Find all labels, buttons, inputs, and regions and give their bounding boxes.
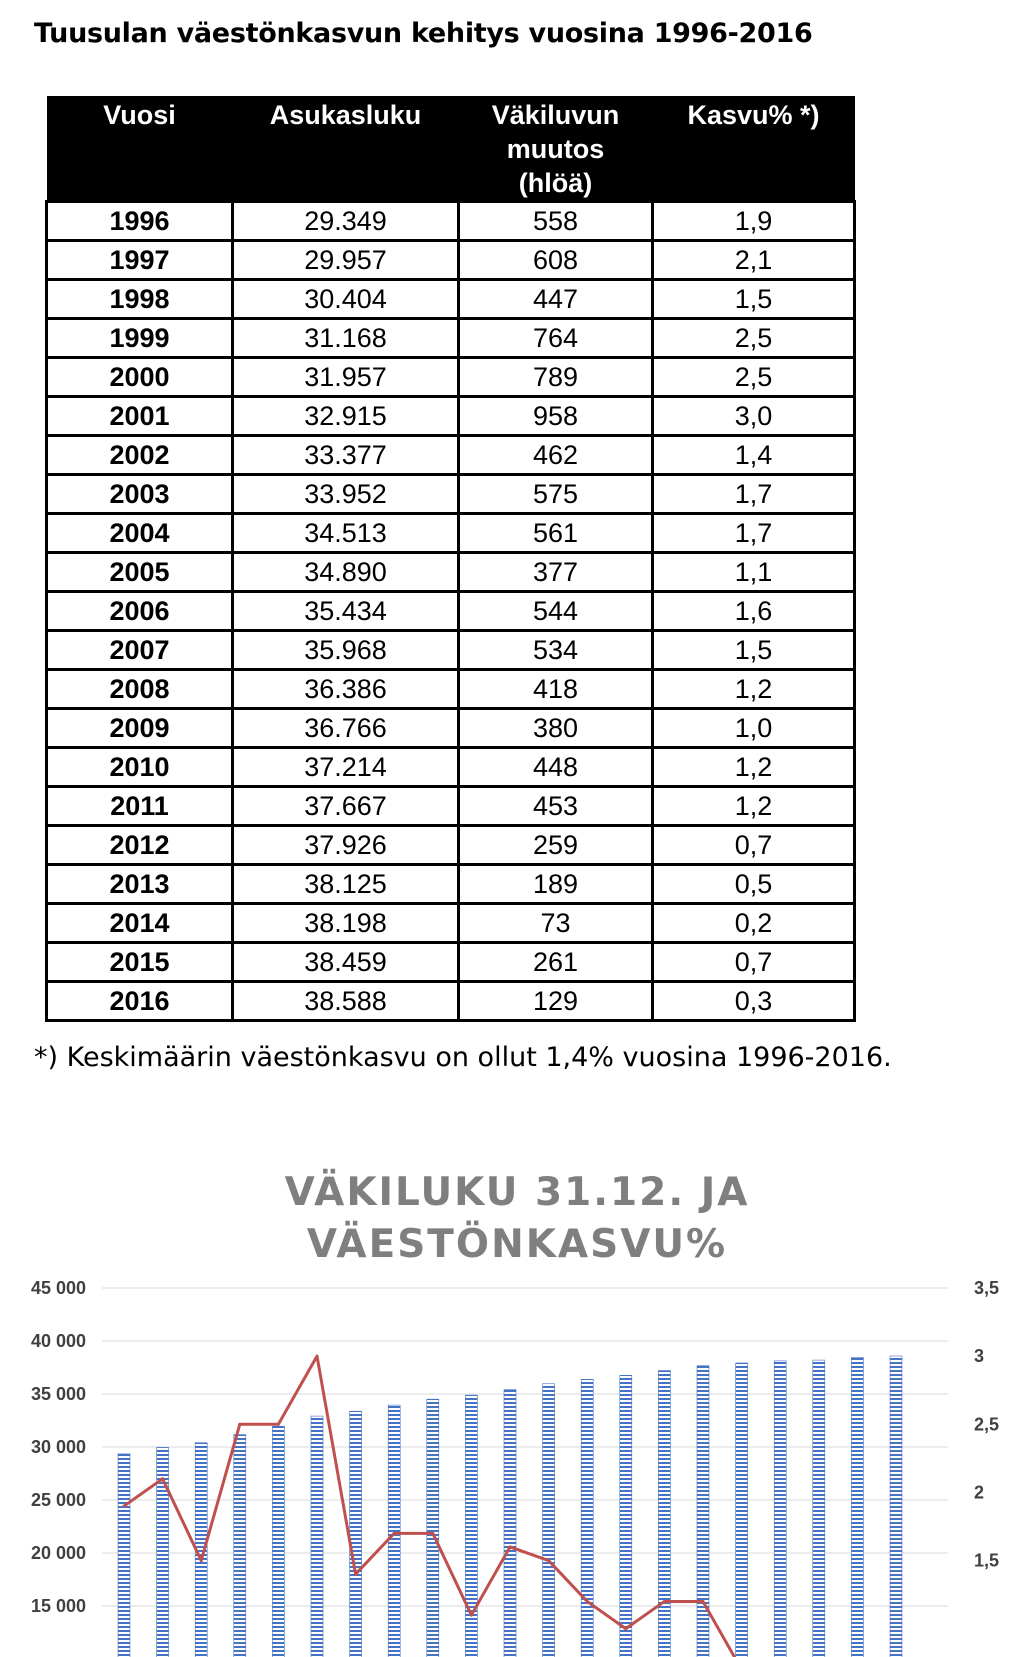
population-bar bbox=[890, 1356, 902, 1657]
population-bar bbox=[658, 1371, 670, 1657]
cell-growth: 1,4 bbox=[653, 436, 855, 475]
cell-year: 1996 bbox=[47, 202, 233, 241]
header-text: (hlöä) bbox=[518, 168, 593, 198]
cell-population: 29.349 bbox=[233, 202, 459, 241]
population-bar bbox=[736, 1363, 748, 1657]
cell-year: 2016 bbox=[47, 982, 233, 1021]
cell-change: 259 bbox=[459, 826, 653, 865]
cell-population: 37.926 bbox=[233, 826, 459, 865]
cell-year: 2006 bbox=[47, 592, 233, 631]
cell-population: 30.404 bbox=[233, 280, 459, 319]
table-row bbox=[47, 943, 855, 982]
cell-change: 534 bbox=[459, 631, 653, 670]
cell-year: 2003 bbox=[47, 475, 233, 514]
cell-population: 33.952 bbox=[233, 475, 459, 514]
table-body bbox=[47, 202, 855, 1021]
population-bars bbox=[118, 1356, 902, 1657]
table-row bbox=[47, 709, 855, 748]
left-tick-label: 35 000 bbox=[30, 1384, 86, 1404]
cell-growth: 1,0 bbox=[653, 709, 855, 748]
left-tick-label: 15 000 bbox=[30, 1596, 86, 1616]
cell-change: 380 bbox=[459, 709, 653, 748]
table-row bbox=[47, 241, 855, 280]
population-chart bbox=[0, 1270, 1024, 1657]
population-bar bbox=[350, 1411, 362, 1657]
cell-year: 2008 bbox=[47, 670, 233, 709]
growth-point bbox=[509, 1545, 512, 1548]
cell-population: 35.968 bbox=[233, 631, 459, 670]
cell-change: 377 bbox=[459, 553, 653, 592]
growth-point bbox=[702, 1600, 705, 1603]
table-row bbox=[47, 748, 855, 787]
header-text: Asukasluku bbox=[269, 100, 422, 130]
cell-growth: 1,2 bbox=[653, 787, 855, 826]
cell-growth: 1,5 bbox=[653, 280, 855, 319]
table-row bbox=[47, 475, 855, 514]
cell-population: 35.434 bbox=[233, 592, 459, 631]
table-row bbox=[47, 202, 855, 241]
cell-change: 448 bbox=[459, 748, 653, 787]
header-population bbox=[233, 96, 459, 202]
table-row bbox=[47, 319, 855, 358]
cell-growth: 1,2 bbox=[653, 748, 855, 787]
cell-growth: 1,7 bbox=[653, 475, 855, 514]
cell-growth: 1,1 bbox=[653, 553, 855, 592]
cell-change: 558 bbox=[459, 202, 653, 241]
header-text: muutos bbox=[506, 134, 605, 164]
table-row bbox=[47, 397, 855, 436]
header-year bbox=[47, 96, 233, 202]
cell-year: 2013 bbox=[47, 865, 233, 904]
growth-point bbox=[161, 1477, 164, 1480]
right-tick-label: 2 bbox=[974, 1482, 985, 1503]
cell-year: 2001 bbox=[47, 397, 233, 436]
cell-change: 418 bbox=[459, 670, 653, 709]
cell-year: 2005 bbox=[47, 553, 233, 592]
cell-change: 958 bbox=[459, 397, 653, 436]
cell-population: 29.957 bbox=[233, 241, 459, 280]
population-bar bbox=[465, 1395, 477, 1657]
cell-change: 453 bbox=[459, 787, 653, 826]
growth-point bbox=[200, 1559, 203, 1562]
cell-growth: 0,2 bbox=[653, 904, 855, 943]
table-row bbox=[47, 553, 855, 592]
cell-population: 34.513 bbox=[233, 514, 459, 553]
table-row bbox=[47, 631, 855, 670]
growth-point bbox=[123, 1505, 126, 1508]
growth-point bbox=[316, 1355, 319, 1358]
cell-growth: 1,5 bbox=[653, 631, 855, 670]
cell-year: 1998 bbox=[47, 280, 233, 319]
chart-title-line-1: VÄKILUKU 31.12. JA bbox=[284, 1170, 750, 1215]
cell-population: 34.890 bbox=[233, 553, 459, 592]
population-bar bbox=[118, 1454, 130, 1657]
table-row bbox=[47, 514, 855, 553]
cell-change: 189 bbox=[459, 865, 653, 904]
cell-year: 2010 bbox=[47, 748, 233, 787]
population-bar bbox=[774, 1361, 786, 1657]
population-bar bbox=[234, 1435, 246, 1657]
cell-population: 38.588 bbox=[233, 982, 459, 1021]
table-row bbox=[47, 280, 855, 319]
table-row bbox=[47, 358, 855, 397]
cell-change: 462 bbox=[459, 436, 653, 475]
cell-population: 38.459 bbox=[233, 943, 459, 982]
cell-change: 73 bbox=[459, 904, 653, 943]
cell-change: 575 bbox=[459, 475, 653, 514]
cell-change: 447 bbox=[459, 280, 653, 319]
growth-point bbox=[393, 1532, 396, 1535]
growth-point bbox=[547, 1559, 550, 1562]
growth-point bbox=[277, 1423, 280, 1426]
cell-change: 561 bbox=[459, 514, 653, 553]
table-row bbox=[47, 592, 855, 631]
page-title: Tuusulan väestönkasvun kehitys vuosina 1996-2016 bbox=[34, 18, 813, 49]
left-axis bbox=[31, 1278, 86, 1616]
cell-population: 38.125 bbox=[233, 865, 459, 904]
cell-year: 2000 bbox=[47, 358, 233, 397]
cell-year: 2007 bbox=[47, 631, 233, 670]
population-bar bbox=[620, 1375, 632, 1657]
cell-population: 32.915 bbox=[233, 397, 459, 436]
header-change bbox=[459, 96, 653, 202]
chart-title-line-2: VÄESTÖNKASVU% bbox=[306, 1222, 728, 1267]
growth-point bbox=[238, 1423, 241, 1426]
cell-change: 129 bbox=[459, 982, 653, 1021]
population-bar bbox=[697, 1366, 709, 1657]
growth-point bbox=[354, 1573, 357, 1576]
table-header-row bbox=[47, 96, 855, 202]
cell-population: 37.214 bbox=[233, 748, 459, 787]
growth-point bbox=[431, 1532, 434, 1535]
cell-growth: 1,9 bbox=[653, 202, 855, 241]
cell-year: 1997 bbox=[47, 241, 233, 280]
cell-change: 261 bbox=[459, 943, 653, 982]
table-row bbox=[47, 787, 855, 826]
cell-growth: 1,7 bbox=[653, 514, 855, 553]
cell-year: 2012 bbox=[47, 826, 233, 865]
population-bar bbox=[504, 1389, 516, 1657]
cell-year: 2009 bbox=[47, 709, 233, 748]
cell-change: 764 bbox=[459, 319, 653, 358]
cell-population: 31.957 bbox=[233, 358, 459, 397]
table-row bbox=[47, 670, 855, 709]
growth-point bbox=[586, 1600, 589, 1603]
cell-change: 789 bbox=[459, 358, 653, 397]
cell-year: 2015 bbox=[47, 943, 233, 982]
table-row bbox=[47, 826, 855, 865]
cell-growth: 1,2 bbox=[653, 670, 855, 709]
table-row bbox=[47, 982, 855, 1021]
cell-year: 1999 bbox=[47, 319, 233, 358]
left-tick-label: 25 000 bbox=[30, 1490, 86, 1510]
footnote: *) Keskimäärin väestönkasvu on ollut 1,4% vuosina 1996-2016. bbox=[34, 1042, 892, 1073]
population-bar bbox=[851, 1357, 863, 1657]
cell-growth: 1,6 bbox=[653, 592, 855, 631]
left-tick-label: 30 000 bbox=[30, 1437, 86, 1457]
cell-population: 36.766 bbox=[233, 709, 459, 748]
cell-population: 38.198 bbox=[233, 904, 459, 943]
header-text: Väkiluvun bbox=[491, 100, 620, 130]
right-tick-label: 2,5 bbox=[974, 1414, 1000, 1435]
cell-growth: 0,7 bbox=[653, 826, 855, 865]
table-row bbox=[47, 904, 855, 943]
left-tick-label: 20 000 bbox=[30, 1543, 86, 1563]
left-tick-label: 45 000 bbox=[30, 1278, 86, 1298]
right-axis bbox=[974, 1278, 999, 1571]
cell-population: 36.386 bbox=[233, 670, 459, 709]
cell-growth: 2,5 bbox=[653, 319, 855, 358]
right-tick-label: 1,5 bbox=[974, 1550, 1000, 1571]
cell-population: 33.377 bbox=[233, 436, 459, 475]
right-tick-label: 3,5 bbox=[974, 1278, 1000, 1298]
cell-year: 2002 bbox=[47, 436, 233, 475]
growth-point bbox=[624, 1627, 627, 1630]
right-tick-label: 3 bbox=[974, 1346, 985, 1367]
population-bar bbox=[543, 1384, 555, 1657]
cell-population: 37.667 bbox=[233, 787, 459, 826]
population-bar bbox=[311, 1416, 323, 1657]
table-row bbox=[47, 436, 855, 475]
cell-year: 2011 bbox=[47, 787, 233, 826]
table-row bbox=[47, 865, 855, 904]
growth-point bbox=[663, 1600, 666, 1603]
cell-growth: 3,0 bbox=[653, 397, 855, 436]
population-bar bbox=[581, 1379, 593, 1657]
cell-growth: 0,3 bbox=[653, 982, 855, 1021]
cell-change: 544 bbox=[459, 592, 653, 631]
cell-change: 608 bbox=[459, 241, 653, 280]
cell-population: 31.168 bbox=[233, 319, 459, 358]
population-table bbox=[45, 96, 856, 1022]
population-bar bbox=[813, 1360, 825, 1657]
population-bar bbox=[272, 1426, 284, 1657]
cell-growth: 0,5 bbox=[653, 865, 855, 904]
header-text: Vuosi bbox=[103, 100, 176, 130]
cell-growth: 0,7 bbox=[653, 943, 855, 982]
population-bar bbox=[427, 1399, 439, 1657]
left-tick-label: 40 000 bbox=[30, 1331, 86, 1351]
cell-growth: 2,1 bbox=[653, 241, 855, 280]
cell-growth: 2,5 bbox=[653, 358, 855, 397]
header-text: Kasvu% *) bbox=[687, 100, 820, 130]
header-growth bbox=[653, 96, 855, 202]
population-bar bbox=[388, 1405, 400, 1657]
cell-year: 2014 bbox=[47, 904, 233, 943]
cell-year: 2004 bbox=[47, 514, 233, 553]
growth-point bbox=[470, 1614, 473, 1617]
